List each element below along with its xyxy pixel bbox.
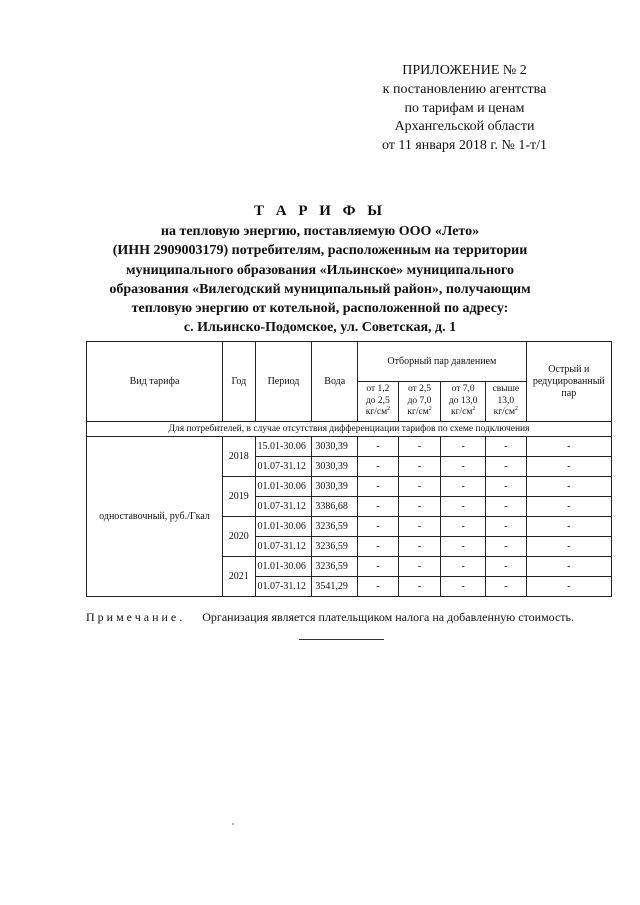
water-cell: 3030,39 <box>312 437 358 457</box>
dash-cell: - <box>358 517 399 537</box>
year-cell: 2021 <box>223 557 255 597</box>
dash-cell: - <box>526 457 611 477</box>
dash-cell: - <box>358 477 399 497</box>
tariff-label: одноставочный, руб./Гкал <box>87 437 223 597</box>
pressure-label: от 1,2 <box>366 384 390 395</box>
header-pressure-3 <box>441 382 486 422</box>
title-line: с. Ильинско-Подомское, ул. Советская, д. 1 <box>183 320 457 336</box>
dash-cell: - <box>441 517 486 537</box>
dash-cell: - <box>398 557 441 577</box>
header-sharp-line: пар <box>561 387 577 399</box>
dash-cell: - <box>441 457 486 477</box>
dash-cell: - <box>526 537 611 557</box>
period-cell: 01.07-31.12 <box>255 577 312 597</box>
period-cell: 01.01-30.06 <box>255 477 312 497</box>
dash-cell: - <box>358 557 399 577</box>
dash-cell: - <box>526 497 611 517</box>
scan-dot <box>232 823 234 825</box>
dash-cell: - <box>398 517 441 537</box>
dash-cell: - <box>441 497 486 517</box>
period-cell: 15.01-30.06 <box>255 437 312 457</box>
dash-cell: - <box>486 557 527 577</box>
title-line: (ИНН 2909003179) потребителям, расположенным на территории <box>112 243 528 259</box>
dash-cell: - <box>486 457 527 477</box>
water-cell: 3030,39 <box>312 477 358 497</box>
remark-label: Примечание. <box>86 610 186 624</box>
water-cell: 3236,59 <box>312 557 358 577</box>
dash-cell: - <box>358 577 399 597</box>
pressure-unit: кг/см <box>365 407 388 418</box>
dash-cell: - <box>358 457 399 477</box>
appendix-date: от 11 января 2018 г. № 1-т/1 <box>381 138 548 154</box>
dash-cell: - <box>526 477 611 497</box>
pressure-label: до 13,0 <box>448 395 478 406</box>
dash-cell: - <box>358 497 399 517</box>
year-cell: 2019 <box>223 477 255 517</box>
appendix-line: Архангельской области <box>394 119 535 135</box>
pressure-label: свыше <box>492 384 520 395</box>
water-cell: 3236,59 <box>312 517 358 537</box>
dash-cell: - <box>441 477 486 497</box>
unit-superscript: 2 <box>472 406 476 413</box>
dash-cell: - <box>486 517 527 537</box>
water-cell: 3386,68 <box>312 497 358 517</box>
dash-cell: - <box>441 577 486 597</box>
year-cell: 2020 <box>223 517 255 557</box>
dash-cell: - <box>526 557 611 577</box>
pressure-label: до 2,5 <box>365 395 390 406</box>
consumer-note-row: Для потребителей, в случае отсутствия дифференциации тарифов по схеме подключения <box>87 422 612 437</box>
title-heading: Т А Р И Ф Ы <box>253 203 387 219</box>
pressure-label: от 2,5 <box>408 384 432 395</box>
dash-cell: - <box>398 577 441 597</box>
pressure-label: 13,0 <box>497 395 515 406</box>
header-tariff-type: Вид тарифа <box>87 342 223 422</box>
document-title <box>80 202 560 337</box>
dash-cell: - <box>486 537 527 557</box>
dash-cell: - <box>358 537 399 557</box>
dash-cell: - <box>486 577 527 597</box>
header-water: Вода <box>312 342 358 422</box>
dash-cell: - <box>526 437 611 457</box>
header-pressure-1 <box>358 382 399 422</box>
dash-cell: - <box>398 437 441 457</box>
header-period: Период <box>255 342 312 422</box>
unit-superscript: 2 <box>387 406 391 413</box>
pressure-unit: кг/см <box>493 407 516 418</box>
dash-cell: - <box>526 577 611 597</box>
header-selected-steam: Отборный пар давлением <box>358 342 527 382</box>
table-row <box>87 437 612 457</box>
water-cell: 3236,59 <box>312 537 358 557</box>
dash-cell: - <box>358 437 399 457</box>
pressure-unit: кг/см <box>407 407 429 418</box>
pressure-unit: кг/см <box>450 407 473 418</box>
water-cell: 3541,29 <box>312 577 358 597</box>
period-cell: 01.01-30.06 <box>255 557 312 577</box>
dash-cell: - <box>526 517 611 537</box>
water-cell: 3030,39 <box>312 457 358 477</box>
pressure-label: до 7,0 <box>407 395 432 406</box>
period-cell: 01.07-31.12 <box>255 457 312 477</box>
period-cell: 01.07-31.12 <box>255 497 312 517</box>
appendix-line: к постановлению агентства <box>382 81 547 97</box>
dash-cell: - <box>486 437 527 457</box>
appendix-number: ПРИЛОЖЕНИЕ № 2 <box>402 63 527 78</box>
remark <box>86 610 574 625</box>
unit-superscript: 2 <box>428 406 432 413</box>
dash-cell: - <box>486 477 527 497</box>
header-pressure-2 <box>398 382 441 422</box>
header-sharp-line: редуцированный <box>532 375 605 387</box>
title-line: муниципального образования «Ильинское» муниципального <box>126 262 514 278</box>
title-line: тепловую энергию от котельной, расположенной по адресу: <box>131 301 509 317</box>
dash-cell: - <box>398 537 441 557</box>
unit-superscript: 2 <box>515 406 519 413</box>
period-cell: 01.07-31.12 <box>255 537 312 557</box>
dash-cell: - <box>441 557 486 577</box>
dash-cell: - <box>398 457 441 477</box>
appendix-line: по тарифам и ценам <box>404 100 525 116</box>
appendix-header <box>362 62 567 156</box>
dash-cell: - <box>441 437 486 457</box>
header-sharp-line: Острый и <box>548 363 590 375</box>
dash-cell: - <box>486 497 527 517</box>
separator-line <box>299 639 384 640</box>
year-cell: 2018 <box>223 437 255 477</box>
dash-cell: - <box>398 497 441 517</box>
remark-text: Организация является плательщиком налога на добавленную стоимость. <box>202 610 575 624</box>
title-line: образования «Вилегодский муниципальный район», получающим <box>109 281 531 297</box>
title-line: на тепловую энергию, поставляемую ООО «Лето» <box>160 224 480 240</box>
dash-cell: - <box>398 477 441 497</box>
tariffs-table <box>86 341 612 597</box>
pressure-label: от 7,0 <box>451 384 475 395</box>
header-pressure-4 <box>486 382 527 422</box>
period-cell: 01.01-30.06 <box>255 517 312 537</box>
header-sharp-steam <box>526 342 611 422</box>
dash-cell: - <box>441 537 486 557</box>
header-year: Год <box>223 342 255 422</box>
